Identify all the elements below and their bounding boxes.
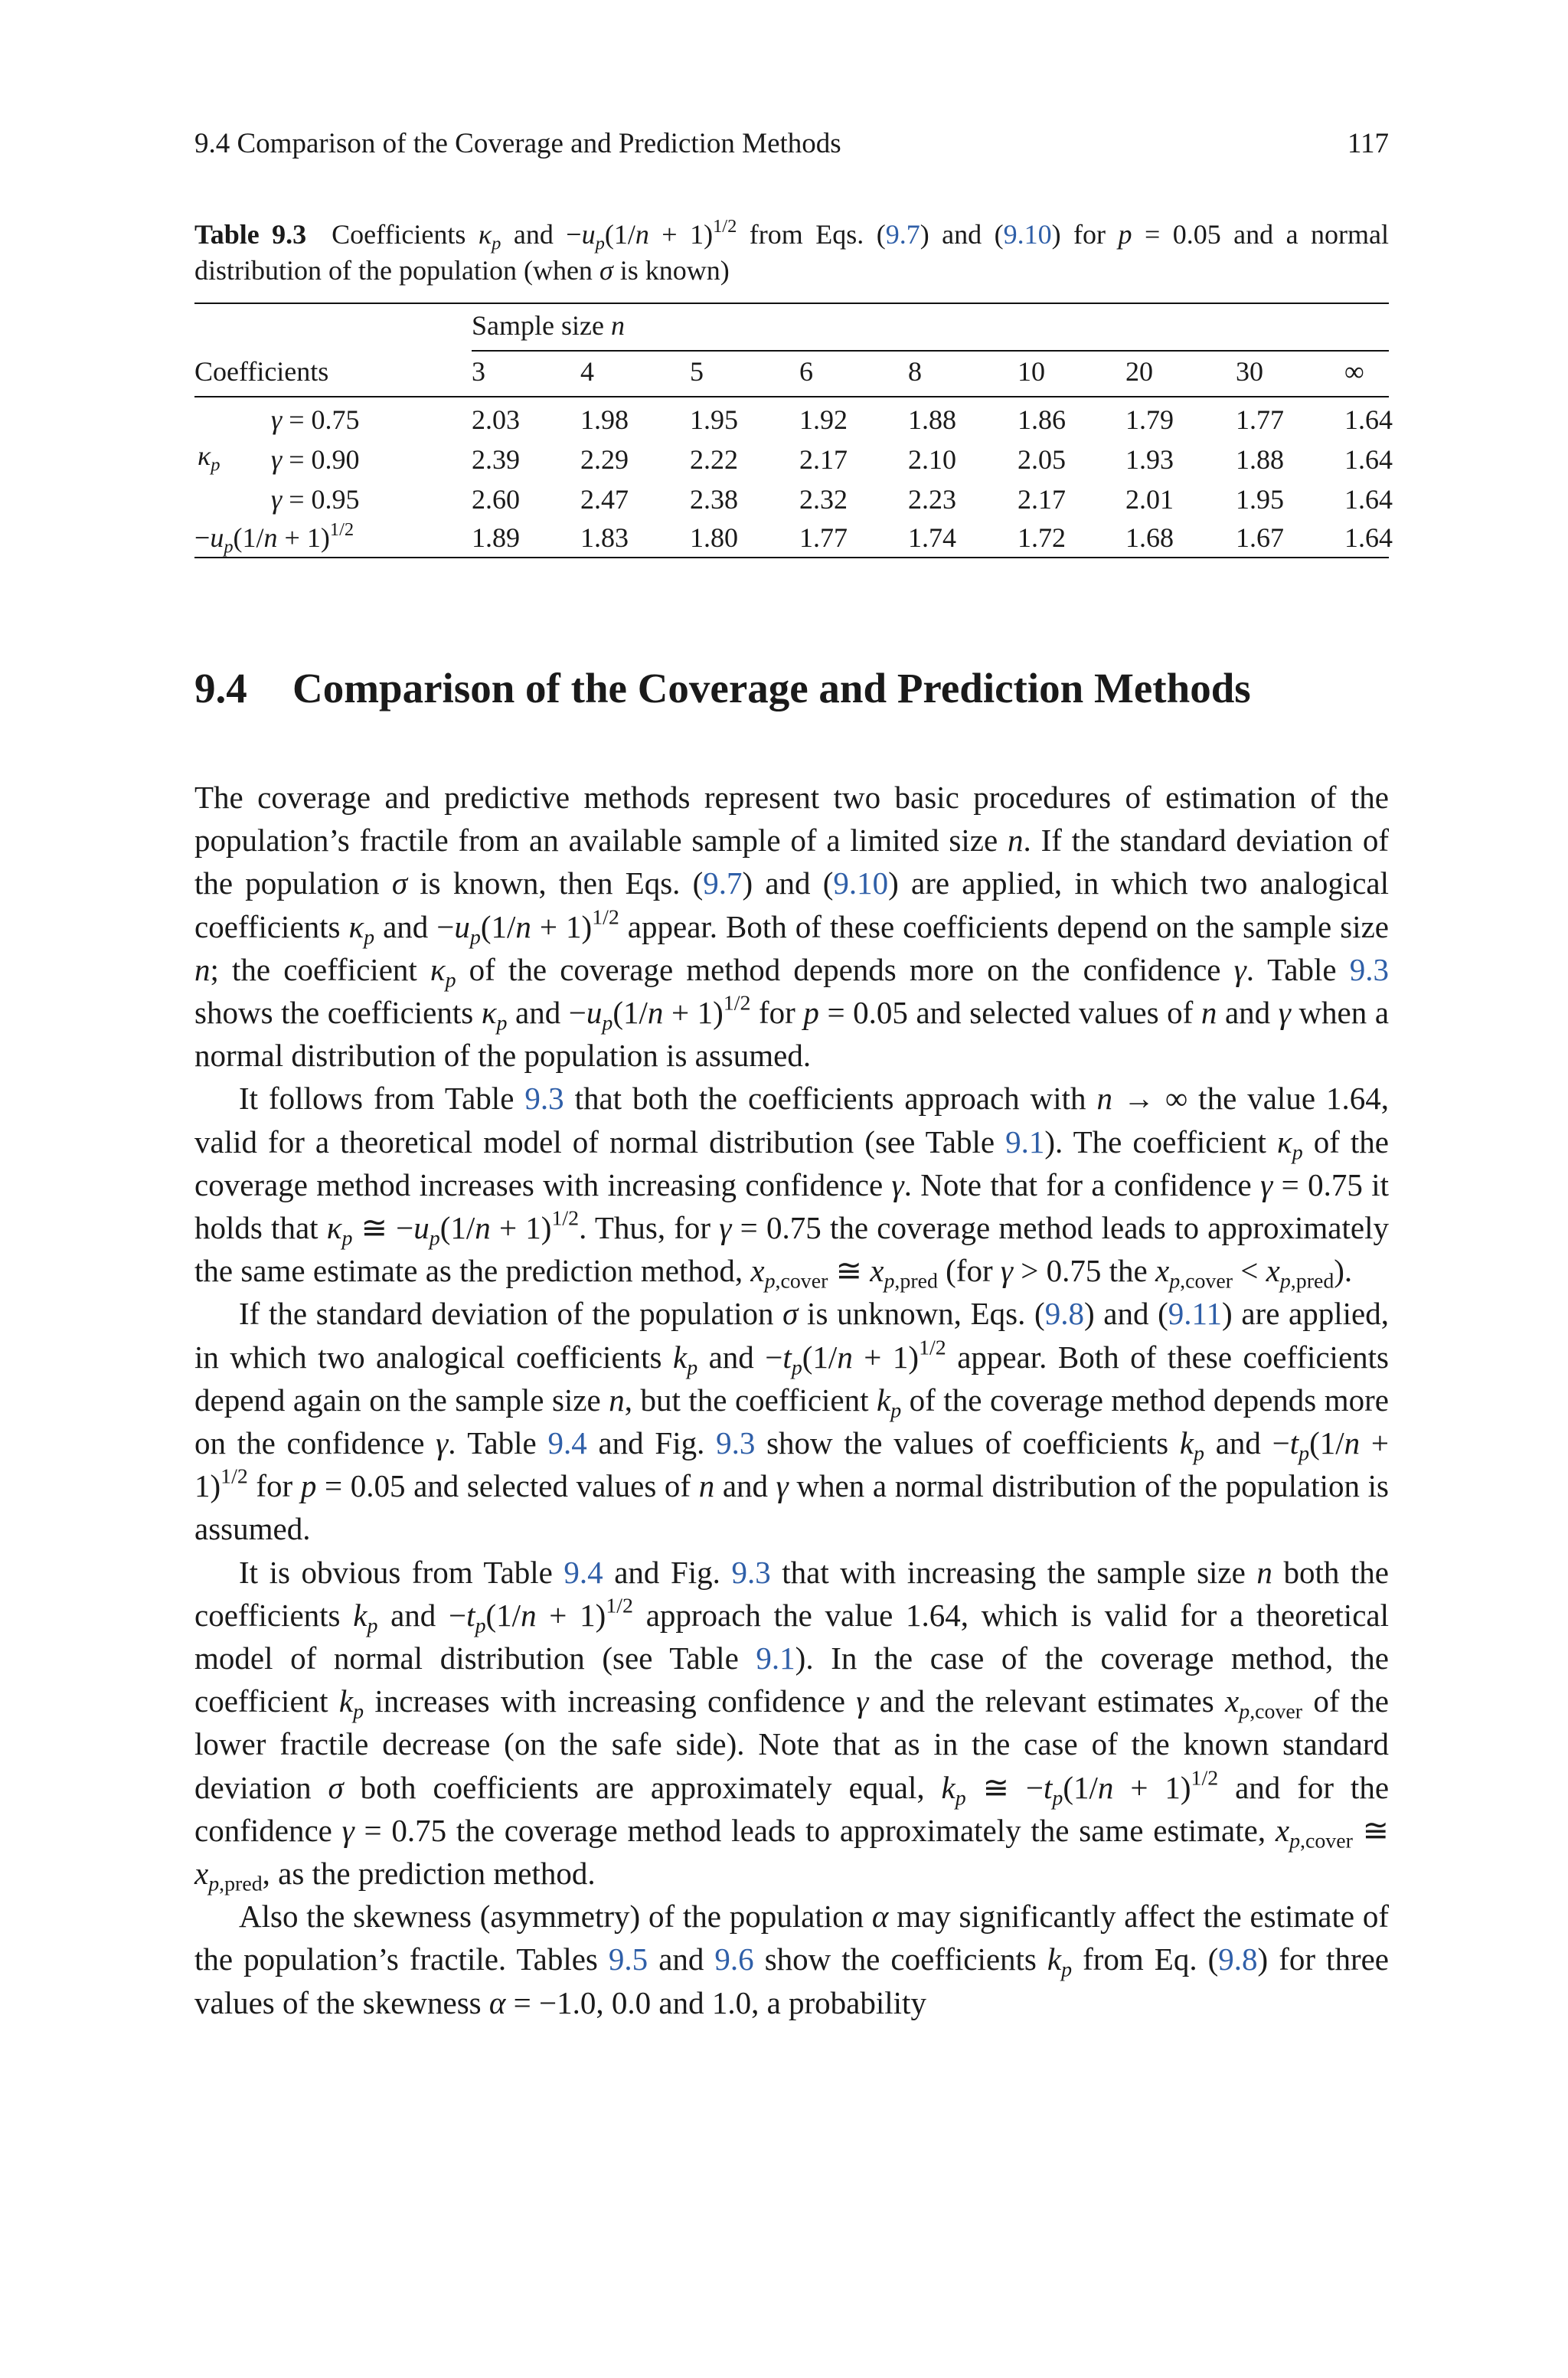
table-cell: 1.83 — [580, 522, 629, 553]
table-cell: 1.98 — [580, 404, 629, 435]
section-number: 9.4 — [194, 665, 247, 711]
table-cell: 1.88 — [908, 404, 956, 435]
table-caption — [194, 217, 1389, 289]
column-header: 6 — [799, 356, 813, 387]
group-header-text: Sample size n — [472, 310, 625, 341]
table-cell: 2.29 — [580, 444, 629, 475]
table-cell: 2.38 — [690, 484, 738, 515]
table-cell: 1.93 — [1125, 444, 1174, 475]
table-caption-text: Coefficients $\kappa_p$ and $-u_p(1/n + 1)^{1/2}$ from Eqs. (9.7) and (9.10) for p = 0.05 and a normal distribution of the population (when σ is known) — [194, 215, 1390, 286]
table-cell: 2.60 — [472, 484, 520, 515]
table-cell: 1.77 — [799, 522, 848, 553]
table-cell: 1.64 — [1344, 404, 1393, 435]
column-header: 30 — [1236, 356, 1263, 387]
table-cell: 2.10 — [908, 444, 956, 475]
column-header: 4 — [580, 356, 594, 387]
table-cell: 1.89 — [472, 522, 520, 553]
table-cell: 2.05 — [1018, 444, 1066, 475]
table-caption-label: Table 9.3 — [194, 219, 307, 250]
column-header: 3 — [472, 356, 485, 387]
table-cell: 1.92 — [799, 404, 848, 435]
page-number: 117 — [1347, 128, 1389, 159]
paragraph: It is obvious from Table 9.4 and Fig. 9.3 that with increasing the sample size n both the coefficients $k_p$ and $-t_p(1/n + 1)^{1/2}$ approach the value 1.64, which is valid for a theoretical model of normal distribution (see Table 9.1). In the case of the coverage method, the coefficient $k_p$ increases with increasing confidence γ and the relevant estimates $x_{p,cover}$ of the lower fractile decrease (on the safe side). Note that as in the case of the known standard deviation σ both coefficients are approximately equal, $k_p$ ≅ $-t_p(1/n + 1)^{1/2}$ and for the confidence γ = 0.75 the coverage method leads to approximately the same estimate, $x_{p,cover}$ ≅ $x_{p,pred}$, as the prediction method. — [194, 1554, 1390, 1896]
table-bottom-rule — [194, 557, 1389, 558]
kappa-label: $\kappa_p$ — [198, 440, 220, 476]
table-cell: 2.22 — [690, 444, 738, 475]
table-cell: 2.01 — [1125, 484, 1174, 515]
row-label: γ = 0.75 — [271, 404, 360, 435]
table-cell: 2.17 — [799, 444, 848, 475]
table-cell: 1.80 — [690, 522, 738, 553]
table-cell: 1.95 — [690, 404, 738, 435]
table-cell: 2.39 — [472, 444, 520, 475]
table-cell: 2.47 — [580, 484, 629, 515]
table-cell: 1.67 — [1236, 522, 1284, 553]
table-cell: 2.32 — [799, 484, 848, 515]
table-cell: 1.64 — [1344, 522, 1393, 553]
table-cell: 1.64 — [1344, 484, 1393, 515]
table-cell: 1.68 — [1125, 522, 1174, 553]
table-row-header: Coefficients — [194, 356, 329, 387]
section-title: Comparison of the Coverage and Prediction Methods — [292, 665, 1251, 711]
table-header-rule — [194, 396, 1389, 397]
body-text — [194, 776, 1389, 2024]
paragraph: The coverage and predictive methods represent two basic procedures of estimation of the population’s fractile from an available sample of a limited size n. If the standard deviation of the population σ is known, then Eqs. (9.7) and (9.10) are applied, in which two analogical coefficients $\kappa_p$ and $-u_p(1/n + 1)^{1/2}$ appear. Both of these coefficients depend on the sample size n; the coefficient $\kappa_p$ of the coverage method depends more on the confidence γ. Table 9.3 shows the coefficients $\kappa_p$ and $-u_p(1/n + 1)^{1/2}$ for p = 0.05 and selected values of n and γ when a normal distribution of the population is assumed. — [194, 780, 1390, 1074]
table-cell: 1.79 — [1125, 404, 1174, 435]
column-header: 10 — [1018, 356, 1045, 387]
table-cell: 2.03 — [472, 404, 520, 435]
column-header: 8 — [908, 356, 922, 387]
table-group-rule — [472, 350, 1389, 352]
paragraph: Also the skewness (asymmetry) of the population α may significantly affect the estimate of the population’s fractile. Tables 9.5 and 9.6 show the coefficients $k_p$ from Eq. (9.8) for three values of the skewness α = −1.0, 0.0 and 1.0, a probability — [194, 1899, 1389, 2020]
paragraph: If the standard deviation of the population σ is unknown, Eqs. (9.8) and (9.11) are applied, in which two analogical coefficients $k_p$ and $-t_p(1/n + 1)^{1/2}$ appear. Both of these coefficients depend again on the sample size n, but the coefficient $k_p$ of the coverage method depends more on the confidence γ. Table 9.4 and Fig. 9.3 show the values of coefficients $k_p$ and $-t_p(1/n + 1)^{1/2}$ for p = 0.05 and selected values of n and γ when a normal distribution of the population is assumed. — [194, 1296, 1389, 1547]
row-label: γ = 0.95 — [271, 484, 360, 515]
paragraph: It follows from Table 9.3 that both the coefficients approach with n → ∞ the value 1.64, valid for a theoretical model of normal distribution (see Table 9.1). The coefficient $\kappa_p$ of the coverage method increases with increasing confidence γ. Note that for a confidence γ = 0.75 it holds that $\kappa_p$ ≅ $-u_p(1/n + 1)^{1/2}$. Thus, for γ = 0.75 the coverage method leads to approximately the same estimate as the prediction method, $x_{p,cover}$ ≅ $x_{p,pred}$ (for γ > 0.75 the $x_{p,cover} < x_{p,pred}$). — [194, 1081, 1389, 1294]
table-cell: 2.17 — [1018, 484, 1066, 515]
running-header — [194, 126, 1389, 162]
column-header: 5 — [690, 356, 704, 387]
table-cell: 1.88 — [1236, 444, 1284, 475]
table-top-rule — [194, 303, 1389, 304]
section-heading — [194, 662, 1389, 715]
table-cell: 1.72 — [1018, 522, 1066, 553]
table-cell: 2.23 — [908, 484, 956, 515]
table-cell: 1.95 — [1236, 484, 1284, 515]
table-cell: 1.86 — [1018, 404, 1066, 435]
table-group-header — [472, 306, 625, 345]
column-header: 20 — [1125, 356, 1153, 387]
table-cell: 1.74 — [908, 522, 956, 553]
running-header-title: 9.4 Comparison of the Coverage and Prediction Methods — [194, 128, 841, 159]
column-header: ∞ — [1344, 356, 1364, 387]
row-label: γ = 0.90 — [271, 444, 360, 475]
row-label: $-u_p(1/n + 1)^{1/2}$ — [194, 518, 354, 558]
table-cell: 1.77 — [1236, 404, 1284, 435]
table-cell: 1.64 — [1344, 444, 1393, 475]
